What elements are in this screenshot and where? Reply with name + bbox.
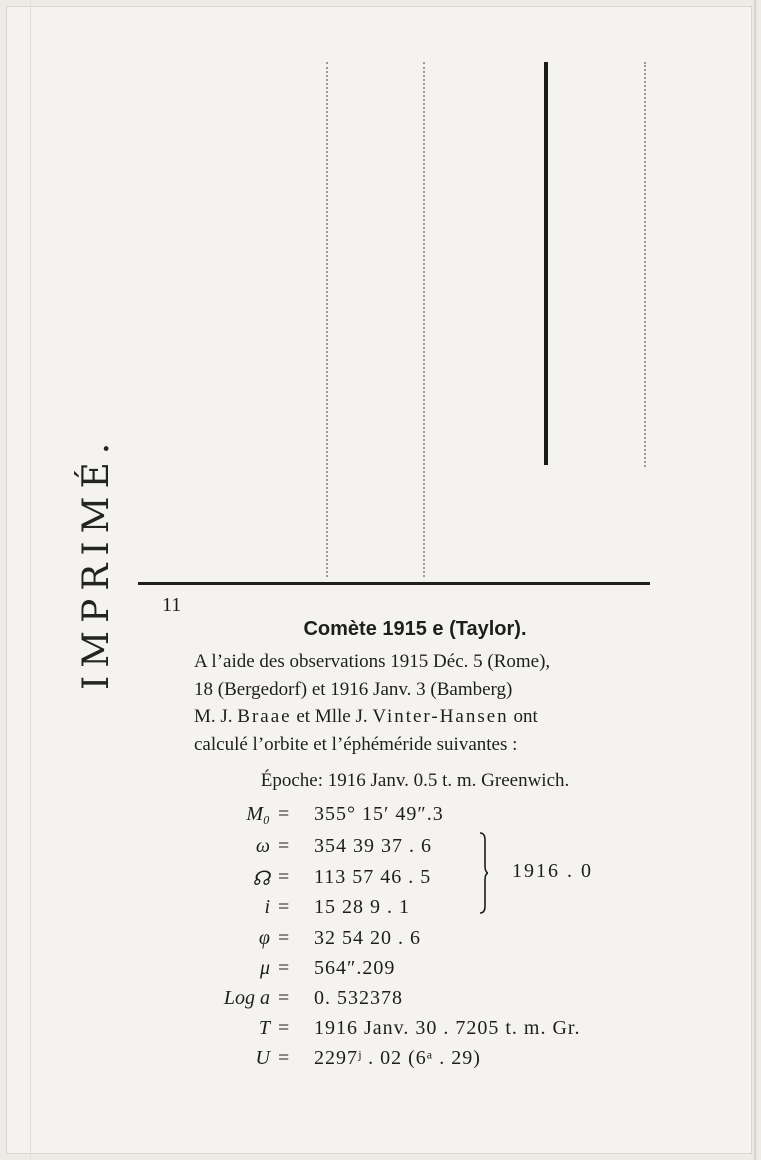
element-value: 564″.209 [314, 957, 396, 979]
left-edge-shadow [30, 0, 31, 1160]
epoch-year: 1916 . 0 [512, 860, 593, 882]
element-value: 15 28 9 . 1 [314, 896, 410, 918]
element-symbol: ☊ [252, 868, 270, 890]
element-symbol: ω [255, 835, 270, 857]
equals-sign: = [278, 835, 290, 857]
element-row-log-a [190, 987, 640, 1019]
right-brace-icon [478, 832, 488, 914]
element-value: 113 57 46 . 5 [314, 866, 432, 888]
element-symbol: Log a [223, 987, 270, 1009]
equals-sign: = [278, 987, 290, 1009]
element-row-u [190, 1047, 640, 1079]
dotted-divider-1 [326, 62, 328, 577]
element-symbol: μ [259, 957, 270, 979]
element-value: 0. 532378 [314, 987, 403, 1009]
element-symbol: U [255, 1047, 270, 1069]
author-vinter-hansen: Vinter-Hansen [372, 706, 509, 727]
element-value: 32 54 20 . 6 [314, 927, 421, 949]
element-value: 354 39 37 . 6 [314, 835, 432, 857]
element-symbol: i [264, 896, 270, 918]
author-prefix: M. J. [194, 706, 238, 727]
description-line-2: 18 (Bergedorf) et 1916 Janv. 3 (Bamberg) [194, 678, 513, 700]
element-row-m0 [190, 803, 640, 835]
right-edge-shadow [754, 0, 757, 1160]
dotted-divider-3 [644, 62, 646, 467]
element-value: 1916 Janv. 30 . 7205 t. m. Gr. [314, 1017, 581, 1039]
equals-sign: = [278, 803, 290, 825]
element-symbol: M₀ [246, 803, 270, 825]
element-symbol: T [258, 1017, 270, 1039]
description-line-3 [194, 703, 644, 731]
dotted-divider-2 [423, 62, 425, 577]
equals-sign: = [278, 896, 290, 918]
author-joiner: et Mlle J. [291, 706, 373, 727]
card-number: 11 [162, 594, 182, 616]
author-suffix: ont [508, 706, 538, 727]
element-symbol: φ [258, 927, 270, 949]
equals-sign: = [278, 1017, 290, 1039]
equals-sign: = [278, 957, 290, 979]
equals-sign: = [278, 866, 290, 888]
element-row-inclination [190, 896, 640, 928]
author-braae: Braae [237, 706, 292, 727]
description-paragraph [194, 648, 644, 758]
element-row-phi [190, 927, 640, 959]
description-line-1: A l’aide des observations 1915 Déc. 5 (Rome), [194, 651, 551, 672]
imprime-stamp: IMPRIMÉ. [76, 434, 117, 690]
horizontal-rule [138, 582, 650, 585]
element-value: 355° 15′ 49″.3 [314, 803, 444, 825]
description-line-4: calculé l’orbite et l’éphéméride suivantes : [194, 733, 518, 755]
element-row-mu [190, 957, 640, 989]
epoch-line: Époche: 1916 Janv. 0.5 t. m. Greenwich. [260, 770, 570, 791]
element-value: 2297ʲ . 02 (6ᵃ . 29) [314, 1047, 481, 1069]
solid-divider [544, 62, 548, 465]
equals-sign: = [278, 1047, 290, 1069]
equals-sign: = [278, 927, 290, 949]
comet-title: Comète 1915 e (Taylor). [303, 618, 527, 640]
element-row-t [190, 1017, 640, 1049]
